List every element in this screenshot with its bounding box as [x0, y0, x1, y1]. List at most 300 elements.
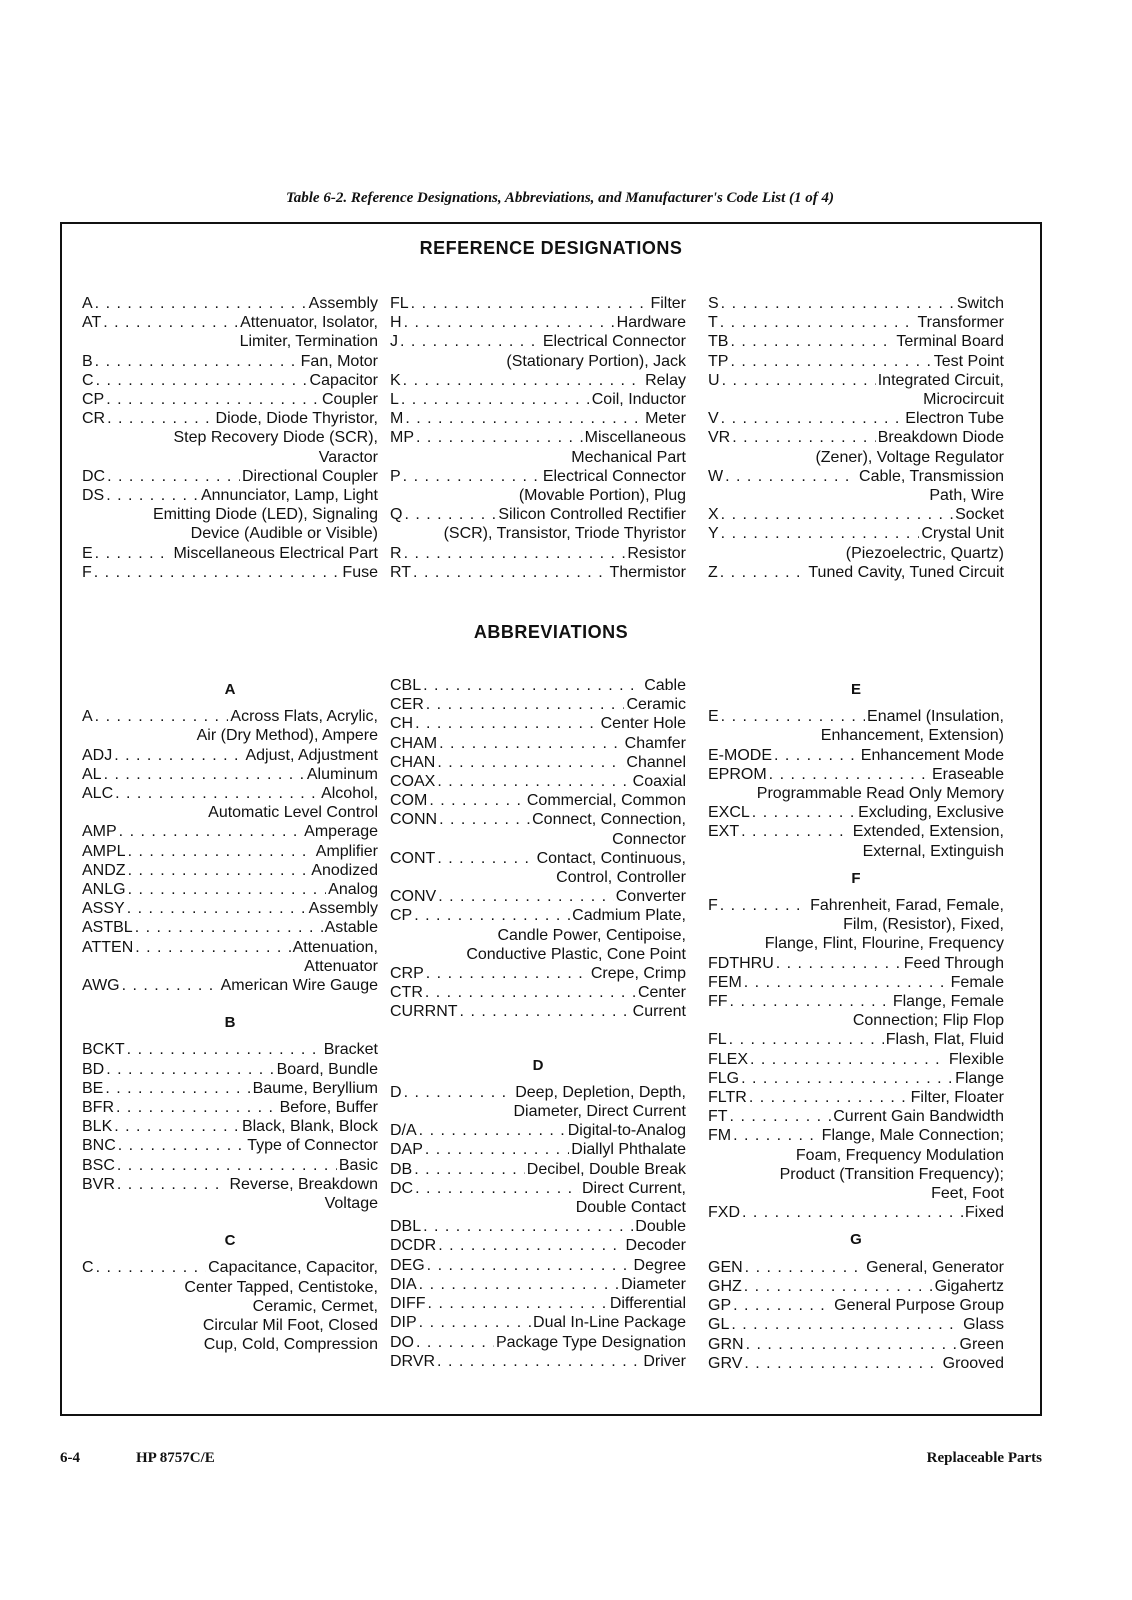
entry-description: Resistor [627, 544, 686, 562]
entry-description: Transformer [917, 314, 1004, 332]
entry-code: AT [82, 314, 102, 332]
leader-dots [96, 1258, 207, 1277]
entry-code: BNC [82, 1137, 116, 1155]
entry-continuation: Double Contact [575, 1199, 686, 1217]
leader-dots [721, 409, 904, 428]
leader-dots [411, 294, 649, 313]
entry-description: Meter [645, 410, 686, 428]
entry-description: Decibel, Double Break [526, 1160, 686, 1178]
entry-description: Flange [955, 1069, 1004, 1087]
entry-code: CR [82, 410, 106, 428]
leader-dots [721, 707, 865, 726]
leader-dots [128, 880, 327, 899]
entry-row [390, 294, 686, 313]
entry-row [708, 294, 1004, 313]
entry-description: Filter, Floater [910, 1089, 1004, 1107]
leader-dots [404, 1083, 514, 1102]
entry-description: Deep, Depletion, Depth, [515, 1083, 686, 1101]
leader-dots [742, 1203, 963, 1222]
entry-continuation: (Stationary Portion), Jack [506, 352, 686, 370]
entry-description: Package Type Designation [495, 1333, 686, 1351]
leader-dots [414, 1160, 525, 1179]
entry-code: V [708, 410, 719, 428]
entry-code: CHAM [390, 734, 438, 752]
entry-description: Differential [609, 1295, 686, 1313]
entry-row [390, 772, 686, 791]
entry-description: Feed Through [903, 954, 1004, 972]
entry-continuation: Foam, Frequency Modulation [795, 1146, 1004, 1164]
entry-code: BSC [82, 1156, 115, 1174]
entry-row [708, 1354, 1004, 1373]
leader-dots [95, 544, 172, 563]
entry-description: Double [635, 1218, 686, 1236]
ref-column-1 [82, 294, 378, 582]
entry-code: CTR [390, 984, 423, 1002]
entry-description: Bracket [323, 1041, 378, 1059]
entry-description: General, Generator [866, 1258, 1004, 1276]
leader-dots [105, 1079, 250, 1098]
leader-dots [415, 1179, 580, 1198]
entry-row [708, 803, 1004, 822]
entry-row [390, 714, 686, 733]
entry-code: J [390, 333, 398, 351]
entry-code: L [390, 391, 399, 409]
entry-code: BE [82, 1079, 104, 1097]
entry-continuation: Circular Mil Foot, Closed [202, 1317, 378, 1335]
leader-dots [117, 1156, 337, 1175]
entry-description: Green [959, 1335, 1004, 1353]
entry-description: Electron Tube [905, 410, 1004, 428]
entry-code: C [82, 371, 94, 389]
entry-continuation: Mechanical Part [571, 448, 686, 466]
entry-row [82, 467, 378, 486]
entry-row [708, 563, 1004, 582]
entry-row [390, 1236, 686, 1255]
entry-row [390, 563, 686, 582]
letter-heading: A [224, 681, 236, 698]
entry-code: CP [82, 391, 105, 409]
entry-row [390, 983, 686, 1002]
entry-continuation: (Piezoelectric, Quartz) [845, 544, 1004, 562]
entry-row [82, 1136, 378, 1155]
leader-dots [104, 765, 305, 784]
entry-row [708, 352, 1004, 371]
entry-row [390, 1217, 686, 1236]
entry-code: BD [82, 1060, 105, 1078]
entry-description: Anodized [311, 861, 378, 879]
entry-row [708, 765, 1004, 784]
entry-continuation: Conductive Plastic, Cone Point [466, 945, 686, 963]
entry-row [390, 1179, 686, 1198]
leader-dots [733, 1126, 820, 1145]
entry-description: Crepe, Crimp [590, 965, 686, 983]
entry-row [82, 390, 378, 409]
entry-row [708, 1335, 1004, 1354]
leader-dots [423, 1217, 633, 1236]
entry-code: GP [708, 1297, 732, 1315]
entry-code: TP [708, 352, 729, 370]
leader-dots [776, 954, 902, 973]
leader-dots [405, 409, 643, 428]
entry-code: DIFF [390, 1295, 426, 1313]
entry-row [82, 918, 378, 937]
entry-row [390, 887, 686, 906]
leader-dots [415, 714, 599, 733]
entry-code: DRVR [390, 1352, 436, 1370]
entry-row [390, 390, 686, 409]
entry-description: Assembly [308, 295, 378, 312]
entry-description: Board, Bundle [276, 1060, 378, 1078]
leader-dots [403, 371, 643, 390]
entry-row [708, 1126, 1004, 1145]
entry-code: FLTR [708, 1089, 747, 1107]
entry-description: Fahrenheit, Farad, Female, [810, 897, 1004, 915]
entry-row [82, 938, 378, 957]
entry-description: Annunciator, Lamp, Light [200, 487, 378, 505]
entry-continuation: (Zener), Voltage Regulator [815, 448, 1004, 466]
entry-description: Analog [328, 881, 378, 899]
entry-code: TB [708, 333, 729, 351]
entry-continuation: Device (Audible or Visible) [190, 525, 378, 543]
entry-row [708, 1107, 1004, 1126]
leader-dots [128, 842, 314, 861]
entry-code: DO [390, 1333, 414, 1351]
entry-description: Baume, Beryllium [252, 1079, 378, 1097]
entry-row [82, 1156, 378, 1175]
entry-row [82, 899, 378, 918]
entry-row [82, 880, 378, 899]
entry-description: Silicon Controlled Rectifier [498, 506, 686, 524]
leader-dots [437, 1352, 641, 1371]
entry-row [390, 1140, 686, 1159]
leader-dots [94, 563, 341, 582]
abbr-column-3 [708, 676, 1004, 1373]
entry-code: K [390, 371, 401, 389]
entry-code: U [708, 371, 720, 389]
entry-code: GL [708, 1316, 730, 1334]
leader-dots [721, 524, 920, 543]
entry-code: M [390, 410, 404, 428]
entry-row [82, 563, 378, 582]
leader-dots [730, 332, 894, 351]
entry-continuation: Varactor [318, 448, 378, 466]
entry-code: Y [708, 525, 719, 543]
leader-dots [103, 313, 238, 332]
entry-row [390, 1002, 686, 1021]
entry-continuation: Path, Wire [929, 487, 1004, 505]
entry-code: DEG [390, 1256, 425, 1274]
leader-dots [720, 313, 916, 332]
entry-description: Capacitance, Capacitor, [208, 1259, 378, 1277]
entry-code: T [708, 314, 718, 332]
leader-dots [746, 1335, 958, 1354]
entry-continuation: Enhancement, Extension) [820, 727, 1004, 745]
entry-description: Adjust, Adjustment [245, 746, 378, 764]
entry-row [390, 1313, 686, 1332]
leader-dots [774, 746, 859, 765]
entry-code: R [390, 544, 402, 562]
entry-code: COM [390, 792, 428, 810]
leader-dots [744, 1354, 940, 1373]
entry-code: Q [390, 506, 403, 524]
leader-dots [128, 861, 310, 880]
entry-description: Diode, Diode Thyristor, [215, 410, 378, 428]
entry-code: DIA [390, 1275, 417, 1293]
entry-code: BLK [82, 1118, 113, 1136]
entry-code: W [708, 467, 724, 485]
entry-description: Digital-to-Analog [567, 1122, 686, 1140]
entry-description: Aluminum [306, 765, 378, 783]
entry-continuation: Feet, Foot [931, 1185, 1004, 1203]
entry-row [708, 371, 1004, 390]
entry-row [390, 1083, 686, 1102]
entry-description: Decoder [625, 1237, 686, 1255]
leader-dots [423, 676, 642, 695]
entry-code: DC [82, 467, 106, 485]
entry-description: Cable, Transmission [859, 467, 1004, 485]
entry-description: Basic [338, 1156, 378, 1174]
entry-description: Fixed [964, 1204, 1004, 1222]
entry-code: CONV [390, 888, 437, 906]
entry-code: D [390, 1083, 402, 1101]
leader-dots [752, 803, 856, 822]
entry-row [708, 313, 1004, 332]
leader-dots [122, 976, 219, 995]
entry-description: Alcohol, [321, 785, 378, 803]
entry-description: Flash, Flat, Fluid [885, 1031, 1004, 1049]
entry-code: GRV [708, 1354, 743, 1372]
entry-description: Coupler [321, 391, 378, 409]
entry-row [708, 896, 1004, 915]
entry-description: Dual In-Line Package [533, 1314, 686, 1332]
entry-row [82, 842, 378, 861]
entry-row [82, 746, 378, 765]
entry-continuation: Film, (Resistor), Fixed, [843, 916, 1004, 934]
entry-row [708, 1296, 1004, 1315]
entry-description: Glass [963, 1316, 1004, 1334]
leader-dots [427, 1256, 632, 1275]
entry-description: Assembly [308, 900, 378, 918]
entry-row [708, 707, 1004, 726]
entry-row [708, 524, 1004, 543]
entry-row [390, 753, 686, 772]
entry-row [708, 822, 1004, 841]
leader-dots [95, 352, 299, 371]
entry-description: Miscellaneous [584, 429, 686, 447]
entry-code: S [708, 295, 719, 312]
entry-code: DAP [390, 1141, 423, 1159]
entry-description: Ceramic [626, 696, 686, 714]
entry-continuation: Candle Power, Centipoise, [497, 926, 686, 944]
entry-code: RT [390, 563, 412, 581]
ref-column-3 [708, 294, 1004, 582]
entry-description: Reverse, Breakdown [229, 1175, 378, 1193]
entry-row [390, 734, 686, 753]
leader-dots [114, 1117, 240, 1136]
leader-dots [96, 371, 308, 390]
leader-dots [416, 1333, 494, 1352]
entry-description: Electrical Connector [542, 467, 686, 485]
entry-row [82, 486, 378, 505]
entry-row [390, 849, 686, 868]
entry-description: Hardware [616, 314, 686, 332]
leader-dots [437, 772, 630, 791]
leader-dots [425, 1140, 569, 1159]
leader-dots [106, 390, 320, 409]
entry-code: FLG [708, 1069, 740, 1087]
entry-code: DS [82, 487, 105, 505]
entry-code: CONN [390, 811, 438, 829]
entry-description: Relay [645, 371, 686, 389]
entry-description: Commercial, Common [526, 792, 686, 810]
entry-description: Degree [633, 1256, 686, 1274]
leader-dots [404, 544, 626, 563]
entry-code: DB [390, 1160, 413, 1178]
leader-dots [460, 1002, 631, 1021]
entry-row [82, 1060, 378, 1079]
leader-dots [741, 822, 851, 841]
entry-continuation: Attenuator [304, 957, 378, 975]
entry-row [390, 810, 686, 829]
entry-description: Contact, Continuous, [536, 849, 686, 867]
entry-code: GEN [708, 1258, 743, 1276]
leader-dots [750, 1050, 947, 1069]
entry-description: Directional Coupler [241, 467, 378, 485]
entry-code: H [390, 314, 402, 332]
entry-continuation: Connection; Flip Flop [852, 1012, 1004, 1030]
entry-continuation: Ceramic, Cermet, [252, 1297, 378, 1315]
entry-description: Connect, Connection, [532, 811, 686, 829]
entry-row [82, 822, 378, 841]
entry-row [708, 1258, 1004, 1277]
entry-code: FM [708, 1127, 732, 1145]
leader-dots [429, 791, 525, 810]
entry-description: Tuned Cavity, Tuned Circuit [808, 563, 1004, 581]
leader-dots [400, 332, 541, 351]
leader-dots [403, 467, 541, 486]
leader-dots [416, 428, 583, 447]
table-caption: Table 6-2. Reference Designations, Abbreviations, and Manufacturer's Code List (1 of 4) [285, 190, 835, 206]
leader-dots [731, 1315, 961, 1334]
entry-description: Flange, Female [892, 993, 1004, 1011]
abbreviations-title: ABBREVIATIONS [473, 622, 629, 642]
leader-dots [401, 390, 590, 409]
entry-description: Center Hole [600, 715, 686, 733]
entry-row [390, 409, 686, 428]
entry-code: CH [390, 715, 414, 733]
leader-dots [437, 849, 534, 868]
entry-row [82, 313, 378, 332]
entry-code: DIP [390, 1314, 417, 1332]
entry-code: EXT [708, 823, 740, 841]
entry-code: CER [390, 696, 424, 714]
entry-description: Eraseable [931, 765, 1004, 783]
entry-row [82, 1117, 378, 1136]
entry-continuation: Emitting Diode (LED), Signaling [153, 506, 378, 524]
entry-code: A [82, 295, 93, 312]
entry-code: ANLG [82, 881, 126, 899]
leader-dots [115, 784, 319, 803]
entry-code: FLEX [708, 1050, 749, 1068]
entry-code: ADJ [82, 746, 113, 764]
entry-description: Thermistor [609, 563, 686, 581]
entry-continuation: External, Extinguish [862, 842, 1004, 860]
entry-code: CHAN [390, 753, 436, 771]
entry-code: E [82, 544, 93, 562]
entry-code: X [708, 506, 719, 524]
letter-heading: D [532, 1056, 544, 1074]
entry-description: Coaxial [632, 773, 686, 791]
entry-description: American Wire Gauge [220, 977, 378, 995]
entry-code: AMP [82, 823, 117, 841]
entry-description: General Purpose Group [834, 1297, 1004, 1315]
entry-code: D/A [390, 1122, 417, 1140]
entry-description: Coil, Inductor [591, 391, 686, 409]
leader-dots [95, 707, 229, 726]
entry-description: Before, Buffer [279, 1099, 378, 1117]
leader-dots [135, 918, 323, 937]
entry-description: Electrical Connector [542, 333, 686, 351]
entry-row [390, 428, 686, 447]
entry-continuation: Flange, Flint, Flourine, Frequency [764, 935, 1004, 953]
entry-description: Fan, Motor [300, 352, 378, 370]
entry-continuation: Voltage [324, 1195, 378, 1213]
leader-dots [437, 753, 624, 772]
entry-row [82, 1079, 378, 1098]
entry-row [390, 1275, 686, 1294]
entry-description: Current [632, 1003, 686, 1021]
leader-dots [720, 563, 807, 582]
entry-row [82, 409, 378, 428]
entry-description: Switch [956, 295, 1004, 312]
entry-row [708, 467, 1004, 486]
entry-continuation: Diameter, Direct Current [513, 1103, 686, 1121]
entry-code: FEM [708, 973, 742, 991]
entry-continuation: Connector [612, 830, 686, 848]
entry-description: Filter [650, 295, 686, 312]
entry-code: COAX [390, 773, 436, 791]
entry-code: A [82, 708, 93, 726]
entry-row [708, 1088, 1004, 1107]
entry-description: Test Point [933, 352, 1004, 370]
entry-continuation: Limiter, Termination [239, 333, 378, 351]
entry-row [390, 1121, 686, 1140]
entry-description: Center [637, 984, 686, 1002]
entry-row [82, 861, 378, 880]
entry-code: ASSY [82, 900, 125, 918]
leader-dots [744, 1277, 933, 1296]
leader-dots [107, 409, 213, 428]
entry-row [82, 784, 378, 803]
entry-description: Integrated Circuit, [877, 371, 1004, 389]
leader-dots [721, 294, 955, 313]
entry-row [708, 1315, 1004, 1334]
table-frame [60, 222, 1042, 1416]
entry-code: CBL [390, 677, 422, 694]
leader-dots [425, 983, 636, 1002]
leader-dots [426, 695, 625, 714]
entry-row [390, 676, 686, 695]
entry-row [708, 954, 1004, 973]
entry-row [708, 428, 1004, 447]
leader-dots [730, 992, 891, 1011]
entry-description: Capacitor [309, 371, 378, 389]
leader-dots [720, 896, 808, 915]
entry-row [390, 1294, 686, 1313]
entry-row [82, 976, 378, 995]
entry-description: Amperage [304, 823, 378, 841]
footer-section: Replaceable Parts [926, 1450, 1042, 1466]
